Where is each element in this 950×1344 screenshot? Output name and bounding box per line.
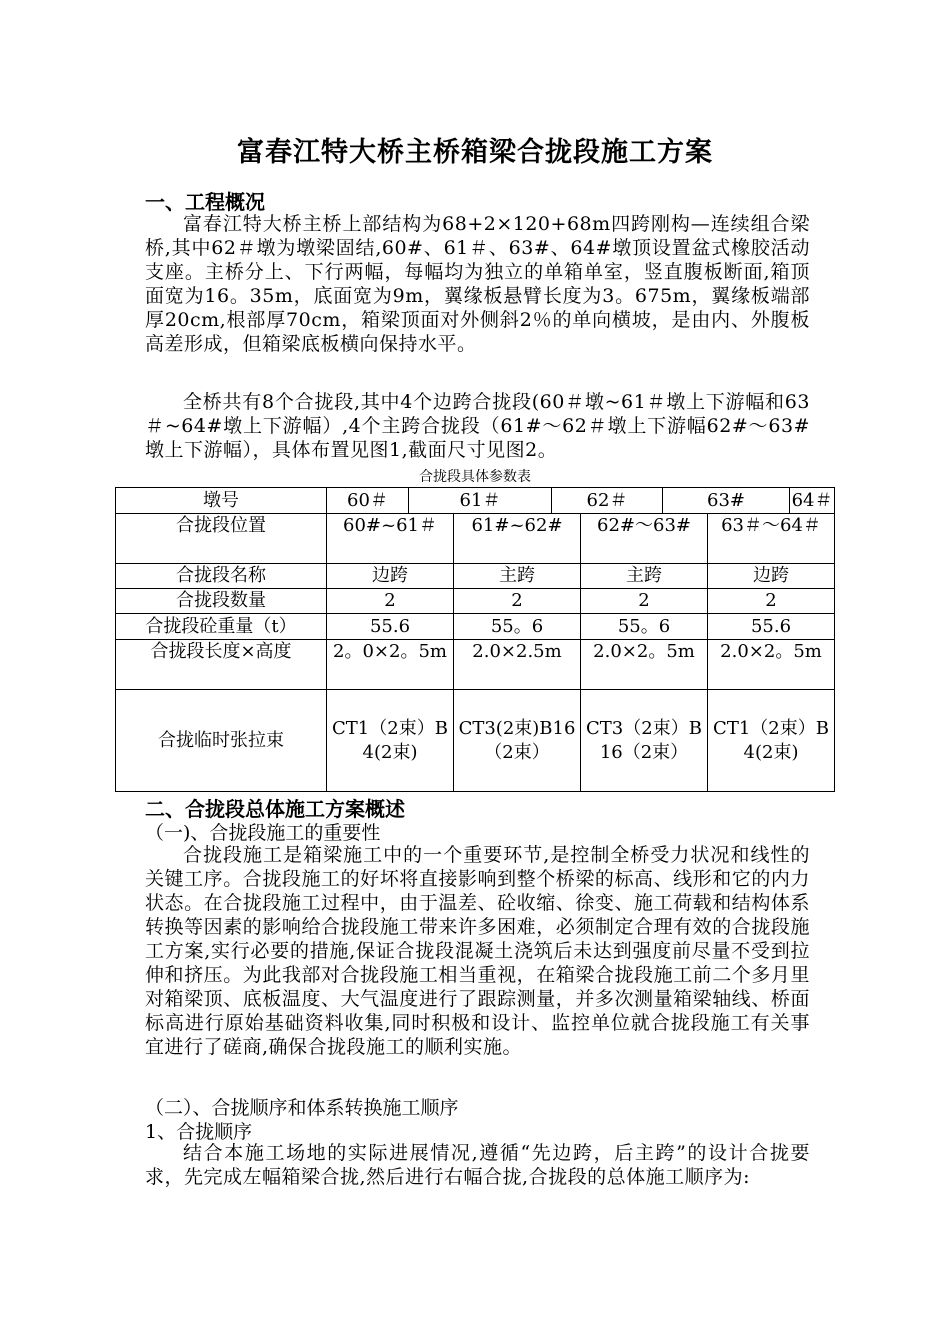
table-cell: 55。6 <box>581 614 708 640</box>
table-cell: 边跨 <box>327 564 454 589</box>
table-row-dimensions <box>116 640 835 690</box>
table-cell-label: 墩号 <box>116 488 327 514</box>
table-cell: 2.0×2。5m <box>708 640 835 690</box>
table-cell: 2 <box>327 589 454 614</box>
table-cell: 2 <box>708 589 835 614</box>
overview-paragraph-2: 全桥共有8个合拢段,其中4个边跨合拢段(60＃墩~61＃墩上下游幅和63＃~64#墩上下游幅）,4个主跨合拢段（61#～62＃墩上下游幅62#～63#墩上下游幅），具体布置见图1,截面尺寸见图2。 <box>145 391 810 461</box>
table-cell-pier: 61＃ <box>409 488 552 513</box>
table-row-tendons <box>116 690 835 792</box>
table-cell-pier: 60＃ <box>327 488 409 513</box>
table-row-count <box>116 589 835 614</box>
table-cell: 61#~62# <box>454 514 581 564</box>
subheading-importance: （一)、合拢段施工的重要性 <box>145 822 381 844</box>
pier-number-strip-inner <box>327 488 834 513</box>
table-cell: 55.6 <box>708 614 835 640</box>
table-cell: 2.0×2。5m <box>581 640 708 690</box>
table-cell: 2.0×2.5m <box>454 640 581 690</box>
table-cell: CT3（2束）B16（2束） <box>581 690 708 792</box>
table-row-weight <box>116 614 835 640</box>
section-heading-plan: 二、合拢段总体施工方案概述 <box>145 797 405 821</box>
table-cell: 2 <box>581 589 708 614</box>
table-row-pier-numbers <box>116 488 835 514</box>
table-cell: 60#~61＃ <box>327 514 454 564</box>
importance-paragraph: 合拢段施工是箱梁施工中的一个重要环节,是控制全桥受力状况和线性的关键工序。合拢段施工的好坏将直接影响到整个桥梁的标高、线形和它的内力状态。在合拢段施工过程中，由于温差、砼收缩、徐变、施工荷载和结构体系转换等因素的影响给合拢段施工带来许多困难，必须制定合理有效的合拢段施工方案,实行必要的措施,保证合拢段混凝土浇筑后未达到强度前尽量不受到拉伸和挤压。为此我部对合拢段施工相当重视，在箱梁合拢段施工前二个多月里对箱梁顶、底板温度、大气温度进行了跟踪测量，并多次测量箱梁轴线、桥面标高进行原始基础资料收集,同时积极和设计、监控单位就合拢段施工有关事宜进行了磋商,确保合拢段施工的顺利实施。 <box>145 844 810 1058</box>
closure-order-paragraph: 结合本施工场地的实际进展情况,遵循“先边跨，后主跨”的设计合拢要求，先完成左幅箱梁合拢,然后进行右幅合拢,合拢段的总体施工顺序为: <box>145 1142 810 1188</box>
table-cell: 63＃～64＃ <box>708 514 835 564</box>
table-cell-label: 合拢段砼重量（t） <box>116 614 327 640</box>
table-cell: 62#～63# <box>581 514 708 564</box>
table-row-name <box>116 564 835 589</box>
subheading-closure-order: 1、合拢顺序 <box>145 1121 253 1143</box>
table-cell: 边跨 <box>708 564 835 589</box>
table-cell-label: 合拢段长度×高度 <box>116 640 327 690</box>
table-cell: CT1（2束）B4(2束) <box>327 690 454 792</box>
table-cell-label: 合拢段名称 <box>116 564 327 589</box>
table-cell: 2。0×2。5m <box>327 640 454 690</box>
table-cell-pier: 62＃ <box>552 488 663 513</box>
closure-parameters-grid <box>115 487 835 792</box>
table-row-position <box>116 514 835 564</box>
table-caption: 合拢段具体参数表 <box>419 469 531 485</box>
table-cell-label: 合拢段数量 <box>116 589 327 614</box>
subheading-sequence: （二）、合拢顺序和体系转换施工顺序 <box>145 1097 459 1119</box>
table-cell: 55.6 <box>327 614 454 640</box>
table-cell: 55。6 <box>454 614 581 640</box>
table-cell-pier: 63# <box>663 488 790 513</box>
table-cell: 2 <box>454 589 581 614</box>
table-cell: 主跨 <box>581 564 708 589</box>
table-cell: 主跨 <box>454 564 581 589</box>
pier-number-strip <box>327 488 835 514</box>
table-cell: CT3(2束)B16（2束） <box>454 690 581 792</box>
table-cell: CT1（2束）B4(2束) <box>708 690 835 792</box>
document-title: 富春江特大桥主桥箱梁合拢段施工方案 <box>237 137 713 168</box>
section-heading-overview: 一、工程概况 <box>145 190 265 214</box>
table-cell-label: 合拢临时张拉束 <box>116 690 327 792</box>
table-cell-pier: 64＃ <box>791 490 833 511</box>
table-cell-label: 合拢段位置 <box>116 514 327 564</box>
overview-paragraph-1: 富春江特大桥主桥上部结构为68+2×120+68m四跨刚构—连续组合梁桥,其中62＃墩为墩梁固结,60#、61＃、63#、64#墩顶设置盆式橡胶活动支座。主桥分上、下行两幅，每幅均为独立的单箱单室，竖直腹板断面,箱顶面宽为16。35m，底面宽为9m，翼缘板悬臂长度为3。675m，翼缘板端部厚20cm,根部厚70cm，箱梁顶面对外侧斜2％的单向横坡，是由内、外腹板高差形成，但箱梁底板横向保持水平。 <box>145 213 810 355</box>
